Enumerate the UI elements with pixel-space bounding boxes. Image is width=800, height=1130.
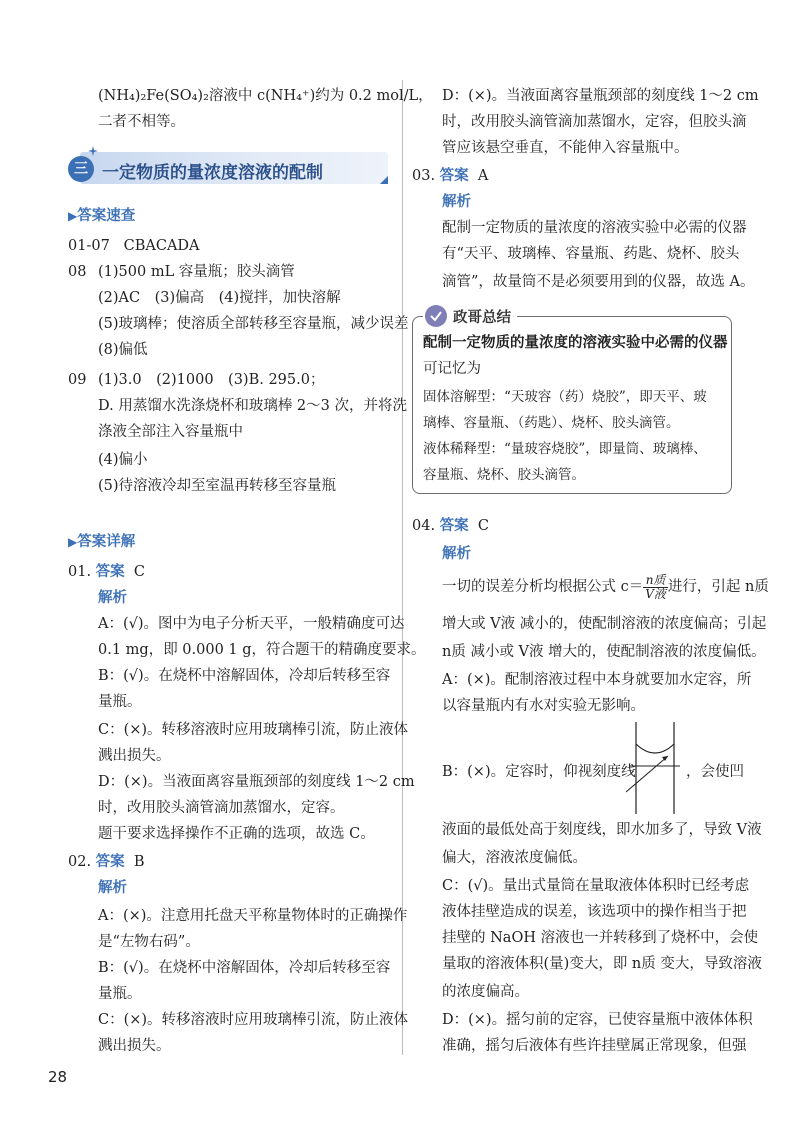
q01-line: 题干要求选择操作不正确的选项，故选 C。 (98, 826, 375, 842)
q01-line: 量瓶。 (98, 694, 142, 710)
quick-answer-08-line: (1)500 mL 容量瓶；胶头滴管 (98, 264, 295, 280)
q04-line: 准确，摇匀后液体有些许挂壁属正常现象，但强 (442, 1038, 747, 1054)
question-03-answer: 03. 答案 A (412, 168, 489, 184)
q03-line: 配制一定物质的量浓度的溶液实验中必需的仪器 (442, 220, 747, 236)
quick-answer-08-line: (5)玻璃棒；使溶质全部转移至容量瓶，减少误差 (98, 316, 409, 332)
q04-line: 增大或 V液 减小的，使配制溶液的浓度偏高；引起 (442, 616, 767, 632)
summary-line: 配制一定物质的量浓度的溶液实验中必需的仪器 (423, 335, 728, 351)
formula-fraction: $\frac{\text{n质}}{\text{V液}}$ (645, 572, 666, 601)
q04-line: 偏大，溶液浓度偏低。 (442, 850, 587, 866)
triangle-icon: ▶ (68, 209, 78, 223)
quick-answer-09-line: (4)偏小 (98, 452, 148, 468)
q04-line: D：(×)。摇匀前的定容，已使容量瓶中液体体积 (442, 1012, 753, 1028)
q02-d-line: D：(×)。当液面离容量瓶颈部的刻度线 1～2 cm (442, 88, 759, 104)
q02-line: C：(×)。转移溶液时应用玻璃棒引流，防止液体 (98, 1012, 409, 1028)
q01-line: A：(√)。图中为电子分析天平，一般精确度可达 (98, 616, 405, 632)
q04-line: 以容量瓶内有水对实验无影响。 (442, 698, 645, 714)
summary-title: 政哥总结 (453, 309, 511, 326)
q02-line: 是“左物右码”。 (98, 934, 200, 950)
quick-answer-09-line: D. 用蒸馏水洗涤烧杯和玻璃棒 2～3 次，并将洗 (98, 398, 407, 414)
question-01-answer: 01. 答案 C (68, 564, 145, 580)
q01-line: D：(×)。当液面离容量瓶颈部的刻度线 1～2 cm (98, 774, 415, 790)
banner-corner-icon (380, 176, 388, 184)
quick-answers-heading: ▶答案速查 (68, 208, 136, 224)
q04-formula-line: 一切的误差分析均根据公式 c＝ $\frac{\text{n质}}{\text{V液}}$ 进行，引起 n质 (442, 572, 769, 601)
analysis-label: 解析 (98, 590, 127, 606)
graduated-cylinder-diagram (624, 722, 686, 814)
section-title: 一定物质的量浓度溶液的配制 (102, 163, 323, 183)
section-number-badge: 三 (68, 156, 94, 182)
intro-line-1: (NH₄)₂Fe(SO₄)₂溶液中 c(NH₄⁺)约为 0.2 mol/L， (98, 88, 433, 104)
summary-line: 可记忆为 (423, 361, 481, 377)
q01-line: B：(√)。在烧杯中溶解固体，冷却后转移至容 (98, 668, 391, 684)
summary-line: 固体溶解型：“天玻容（药）烧胶”，即天平、玻 (423, 389, 707, 405)
detailed-answers-heading: ▶答案详解 (68, 534, 136, 550)
q04-line: 液体挂壁造成的误差，该选项中的操作相当于把 (442, 904, 747, 920)
summary-line: 液体稀释型：“量玻容烧胶”，即量筒、玻璃棒、 (423, 441, 707, 457)
analysis-label: 解析 (98, 880, 127, 896)
q04-b-line: B：(×)。定容时，仰视刻度线 (442, 764, 636, 780)
q02-line: 溅出损失。 (98, 1038, 171, 1054)
q03-line: 滴管”，故量筒不是必须要用到的仪器，故选 A。 (442, 274, 755, 290)
q02-line: A：(×)。注意用托盘天平称量物体时的正确操作 (98, 908, 408, 924)
q04-line: C：(√)。量出式量筒在量取液体体积时已经考虑 (442, 878, 750, 894)
q04-line: 液面的最低处高于刻度线，即水加多了，导致 V液 (442, 822, 762, 838)
q04-line: A：(×)。配制溶液过程中本身就要加水定容，所 (442, 672, 752, 688)
summary-box (412, 309, 732, 494)
q01-line: 0.1 mg，即 0.000 1 g，符合题干的精确度要求。 (98, 642, 426, 658)
q02-line: B：(√)。在烧杯中溶解固体，冷却后转移至容 (98, 960, 391, 976)
triangle-icon: ▶ (68, 535, 78, 549)
q01-line: C：(×)。转移溶液时应用玻璃棒引流，防止液体 (98, 722, 409, 738)
analysis-label: 解析 (442, 546, 471, 562)
section-banner (68, 146, 390, 188)
quick-answer-09-line: 涤液全部注入容量瓶中 (98, 424, 243, 440)
q04-line: 量取的溶液体积(量)变大，即 n质 变大，导致溶液 (442, 956, 762, 972)
quick-answer-09-num: 09 (68, 372, 87, 388)
question-04-answer: 04. 答案 C (412, 518, 489, 534)
q04-line: 的浓度偏高。 (442, 984, 529, 1000)
quick-answer-08-line: (2)AC (3)偏高 (4)搅拌，加快溶解 (98, 290, 341, 306)
quick-answer-08-num: 08 (68, 264, 87, 280)
question-02-answer: 02. 答案 B (68, 854, 145, 870)
summary-line: 璃棒、容量瓶、（药匙）、烧杯、胶头滴管。 (423, 415, 680, 431)
quick-answer-01-07: 01-07 CBACADA (68, 238, 200, 254)
summary-badge-icon (425, 305, 447, 327)
q04-line: 挂壁的 NaOH 溶液也一并转移到了烧杯中，会使 (442, 930, 759, 946)
quick-answer-09-line: (5)待溶液冷却至室温再转移至容量瓶 (98, 478, 337, 494)
q03-line: 有“天平、玻璃棒、容量瓶、药匙、烧杯、胶头 (442, 246, 740, 262)
spark-icon (88, 146, 98, 156)
intro-line-2: 二者不相等。 (98, 114, 185, 130)
quick-answer-08-line: (8)偏低 (98, 342, 148, 358)
summary-header (423, 305, 517, 327)
q01-line: 时，改用胶头滴管滴加蒸馏水，定容。 (98, 800, 345, 816)
quick-answer-09-line: (1)3.0 (2)1000 (3)B. 295.0； (98, 372, 325, 388)
q04-line: n质 减小或 V液 增大的，使配制溶液的浓度偏低。 (442, 644, 766, 660)
q02-d-line: 管应该悬空垂直，不能伸入容量瓶中。 (442, 140, 689, 156)
summary-line: 容量瓶、烧杯、胶头滴管。 (423, 467, 585, 483)
analysis-label: 解析 (442, 194, 471, 210)
q04-b-line-end: ，会使凹 (686, 764, 744, 780)
q02-d-line: 时，改用胶头滴管滴加蒸馏水，定容，但胶头滴 (442, 114, 747, 130)
q01-line: 溅出损失。 (98, 748, 171, 764)
q02-line: 量瓶。 (98, 986, 142, 1002)
page-number: 28 (48, 1068, 68, 1086)
